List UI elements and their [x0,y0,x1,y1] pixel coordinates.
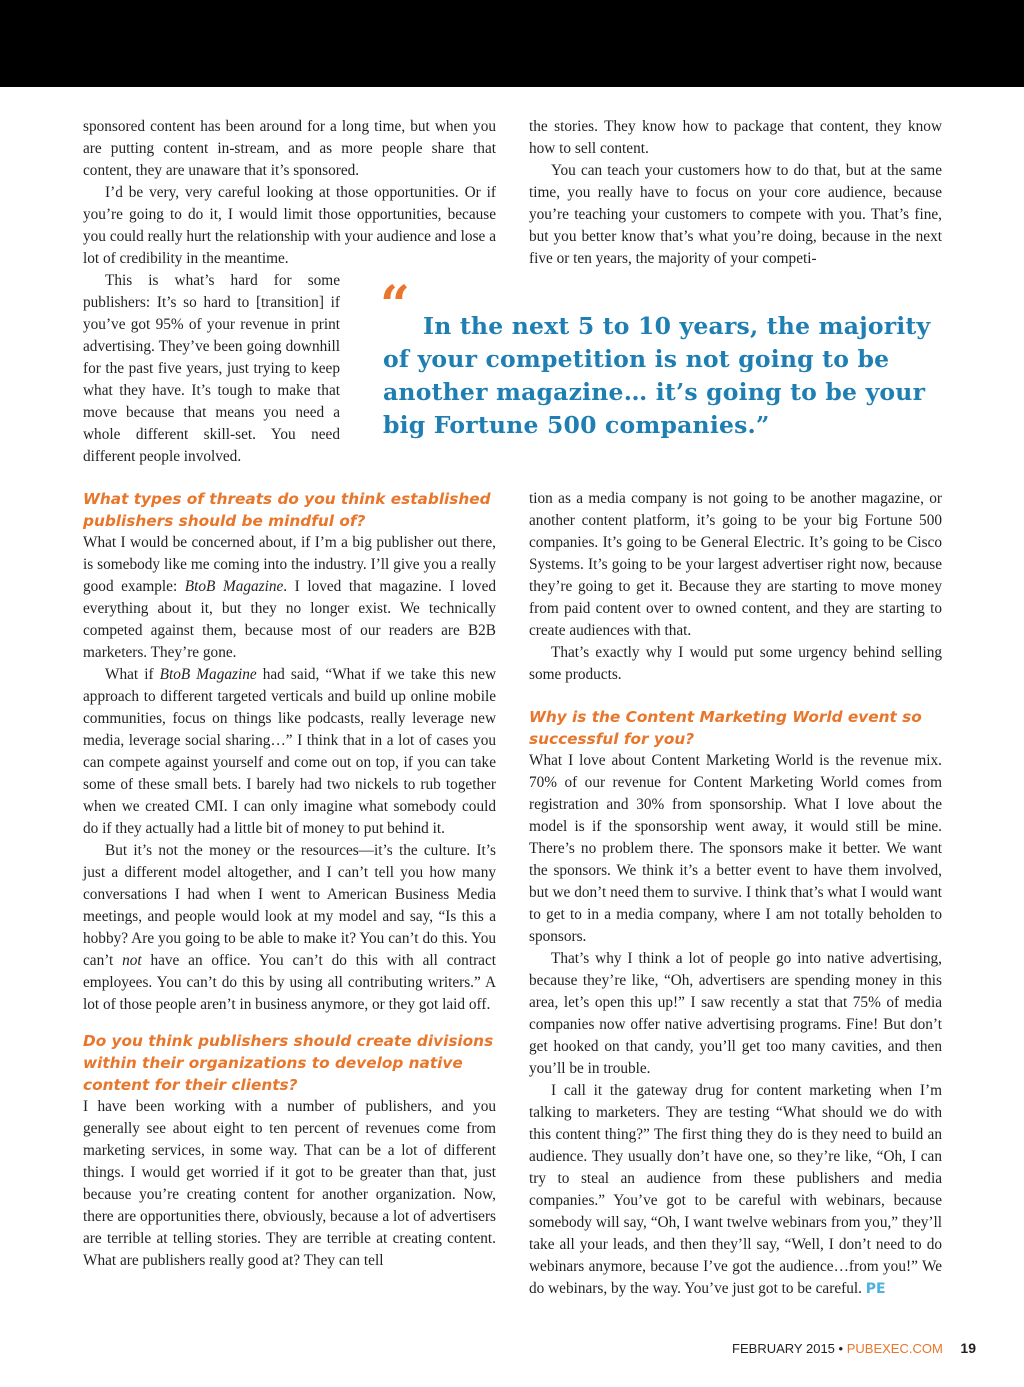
right-column-bottom [529,488,942,1300]
paragraph: What if BtoB Magazine had said, “What if we take this new approach to different targeted verticals and build up online mobile communities, focus on things like podcasts, really leverage new media, leverage social sharing…” I think that in a lot of cases you can compete against yourself and come out on top, if you can take some of these small bets. I barely had two nickels to rub together when we created CMI. I can only imagine what somebody could do if they actually had a little bit of money to put behind it. [83,666,496,837]
paragraph: You can teach your customers how to do that, but at the same time, you really have to focus on your core audience, because you’re teaching your customers to compete with you. That’s fine, but you better know that’s what you’re doing, because in the next five or ten years, the majority of your competi- [529,162,942,267]
section-heading: Why is the Content Marketing World event so successful for you? [529,708,922,748]
paragraph: What I would be concerned about, if I’m a big publisher out there, is somebody like me coming into the industry. I’ll give you a really good example: BtoB Magazine. I loved that magazine. I loved everything about it, but they no longer exist. We technically competed against them, because most of our readers are B2B marketers. They’re gone. [83,534,497,661]
bullet-separator: • [838,1341,844,1356]
right-column-top [529,116,942,270]
issue-date: FEBRUARY 2015 [732,1341,835,1356]
magazine-title: BtoB Magazine [184,578,284,595]
paragraph: That’s exactly why I would put some urgency behind selling some products. [529,644,942,683]
magazine-title: BtoB Magazine [159,666,257,683]
section-heading: Do you think publishers should create divisions within their organizations to develop native content for their clients? [83,1032,494,1094]
pull-quote-text: In the next 5 to 10 years, the majority of your competition is not going to be another magazine… it’s going to be your big Fortune 500 companies.” [383,312,931,439]
paragraph: I’d be very, very careful looking at those opportunities. Or if you’re going to do it, I would limit those opportunities, because you could really hurt the relationship with your audience and lose a lot of credibility in the meantime. [83,184,496,267]
paragraph: tion as a media company is not going to be another magazine, or another content platform, it’s going to be your big Fortune 500 companies. It’s going to be General Electric. It’s going to be Cisco Systems. It’s going to be your largest advertiser right now, because they’re going to get it. Because they are starting to move money from paid content over to owned content, and they are starting to create audiences with that. [529,490,942,639]
left-column-wrap [83,270,340,468]
page-number: 19 [960,1340,976,1356]
left-column-bottom [83,488,496,1272]
paragraph: I call it the gateway drug for content marketing when I’m talking to marketers. They are testing “What should we do with this content thing?” The first thing they do is they need to build an audience. They usually don’t have one, so they’re like, “Oh, I can try to steal an audience from these publishers and media companies.” You’ve got to be careful with webinars, because somebody will say, “Oh, I want twelve webinars from you,” they’ll take all your leads, and then they’ll say, “Well, I don’t need to do webinars anymore, because I’ve got the audience…from you!” We do webinars, by the way. You’ve just got to be careful. PE [529,1082,942,1297]
pull-quote [380,275,953,442]
end-mark-icon: PE [865,1281,886,1297]
emphasis: not [122,952,142,969]
section-heading: What types of threats do you think established publishers should be mindful of? [83,490,491,530]
page-footer [732,1340,976,1356]
quote-mark-icon: “ [380,275,411,336]
paragraph: That’s why I think a lot of people go into native advertising, because they’re like, “Oh, advertisers are spending money in this area, let’s open this up!” I saw recently a stat that 75% of media companies now offer native advertising programs. Fine! But don’t get hooked on that candy, you’ll get too many cavities, and then you’ll be in trouble. [529,950,942,1077]
paragraph: But it’s not the money or the resources—it’s the culture. It’s just a different model altogether, and I can’t tell you how many conversations I had when I went to American Business Media meetings, and people would look at my model and say, “Is this a hobby? Are you going to be able to make it? You can’t do this. You can’t not have an office. You can’t do this with all contract employees. You can’t do this by using all contributing writers.” A lot of those people aren’t in business anymore, or they got laid off. [83,842,496,1013]
paragraph: the stories. They know how to package that content, they know how to sell content. [529,118,942,157]
paragraph: sponsored content has been around for a long time, but when you are putting content in-stream, and as more people share that content, they are unaware that it’s sponsored. [83,118,496,179]
left-column-top [83,116,496,270]
site-url: PUBEXEC.COM [846,1341,943,1356]
top-banner [0,0,1024,87]
paragraph: This is what’s hard for some publishers: It’s so hard to [transition] if you’ve got 95% of your revenue in print advertising. They’ve been going downhill for the past five years, just trying to keep what they have. It’s tough to make that move because that means you need a whole different skill-set. You need different people involved. [83,272,340,465]
paragraph: I have been working with a number of publishers, and you generally see about eight to ten percent of revenues come from marketing services, in some way. That can be a lot of different things. I would get worried if it got to be greater than that, just because you’re creating content for another organization. Now, there are opportunities there, obviously, because a lot of advertisers are terrible at telling stories. They are terrible at creating content. What are publishers really good at? They can tell [83,1098,496,1269]
paragraph: What I love about Content Marketing World is the revenue mix. 70% of our revenue for Content Marketing World comes from registration and 30% from sponsorship. What I love about the model is if the sponsorship went away, it would still be mine. There’s no problem there. The sponsors make it better. We want the sponsors. We think it’s a better event to have them involved, but we don’t need them to survive. I think that’s what I would want to get to in a media company, where I am not totally beholden to sponsors. [529,752,942,945]
